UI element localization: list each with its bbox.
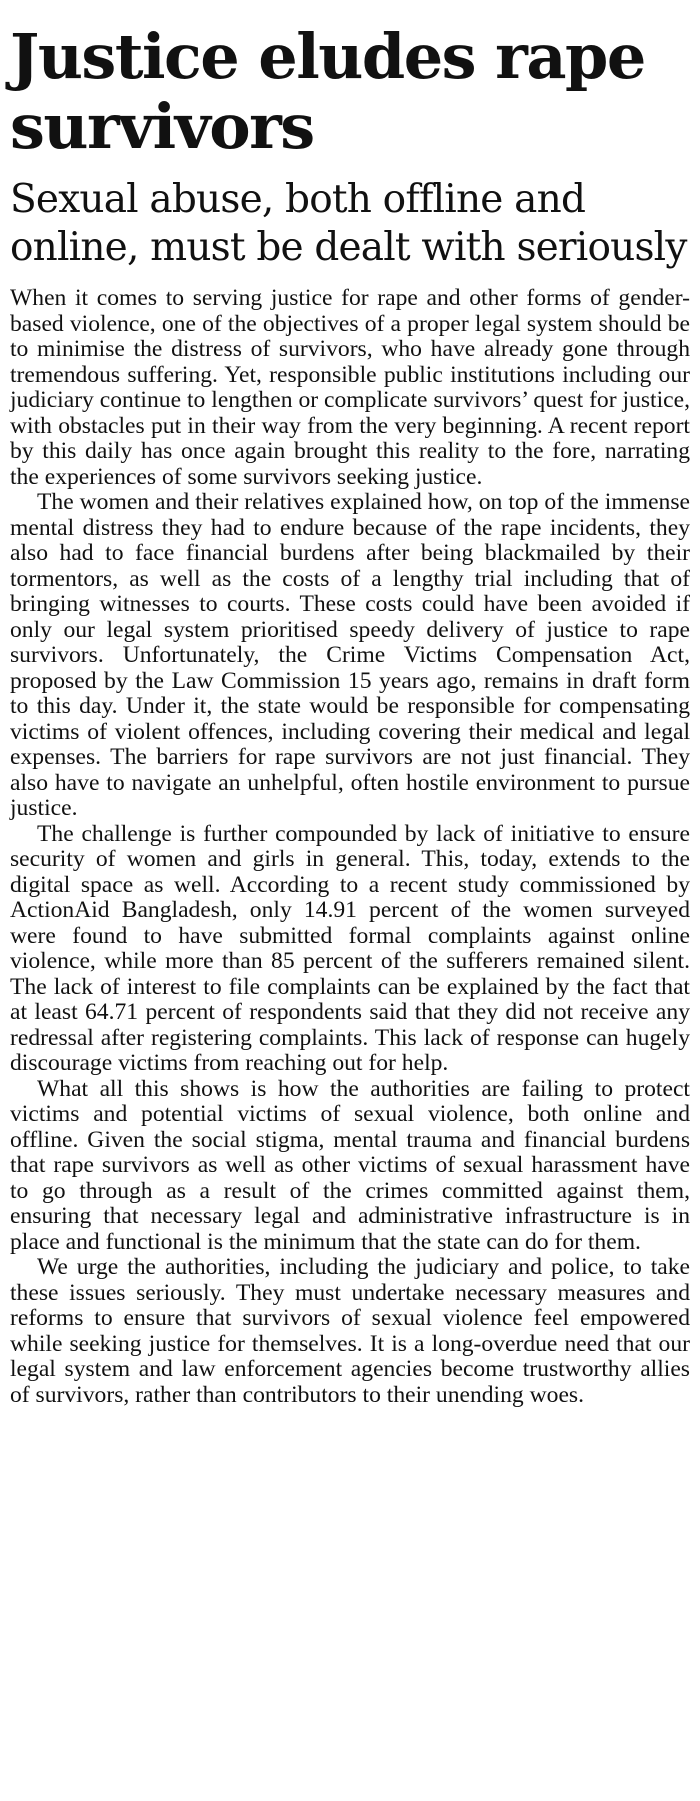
subheadline: Sexual abuse, both offline and online, must be dealt with seriously xyxy=(10,177,687,270)
paragraph-2: The women and their relatives explained how, on top of the immense mental distress they had to endure because of the rape incidents, they also had to face financial burdens after being blackmailed by their tormentors, as well as the costs of a lengthy trial including that of bringing witnesses to courts. These costs could have been avoided if only our legal system prioritised speedy delivery of justice to rape survivors. Unfortunately, the Crime Victims Compensation Act, proposed by the Law Commission 15 years ago, remains in draft form to this day. Under it, the state would be responsible for compensating victims of violent offences, including covering their medical and legal expenses. The barriers for rape survivors are not just financial. They also have to navigate an unhelpful, often hostile environment to pursue justice. xyxy=(10,489,690,821)
paragraph-4: What all this shows is how the authorities are failing to protect victims and potential victims of sexual violence, both online and offline. Given the social stigma, mental trauma and financial burdens that rape survivors as well as other victims of sexual harassment have to go through as a result of the crimes committed against them, ensuring that necessary legal and administrative infrastructure is in place and functional is the minimum that the state can do for them. xyxy=(10,1075,690,1255)
paragraph-3: The challenge is further compounded by lack of initiative to ensure security of women and girls in general. This, today, extends to the digital space as well. According to a recent study commissioned by ActionAid Bangladesh, only 14.91 percent of the women surveyed were found to have submitted formal complaints against online violence, while more than 85 percent of the sufferers remained silent. The lack of interest to file complaints can be explained by the fact that at least 64.71 percent of respondents said that they did not receive any redressal after registering complaints. This lack of response can hugely discourage victims from reaching out for help. xyxy=(10,820,690,1076)
paragraph-5: We urge the authorities, including the judiciary and police, to take these issues seriously. They must undertake necessary measures and reforms to ensure that survivors of sexual violence feel empowered while seeking justice for themselves. It is a long-overdue need that our legal system and law enforcement agencies become trustworthy allies of survivors, rather than contributors to their unending woes. xyxy=(10,1254,690,1408)
article-body xyxy=(10,286,690,1408)
paragraph-1: When it comes to serving justice for rape and other forms of gender-based violence, one of the objectives of a proper legal system should be to minimise the distress of survivors, who have already gone through tremendous suffering. Yet, responsible public institutions including our judiciary continue to lengthen or complicate survivors’ quest for justice, with obstacles put in their way from the very beginning. A recent report by this daily has once again brought this reality to the fore, narrating the experiences of some survivors seeking justice. xyxy=(10,285,690,490)
headline: Justice eludes rape survivors xyxy=(10,20,645,163)
